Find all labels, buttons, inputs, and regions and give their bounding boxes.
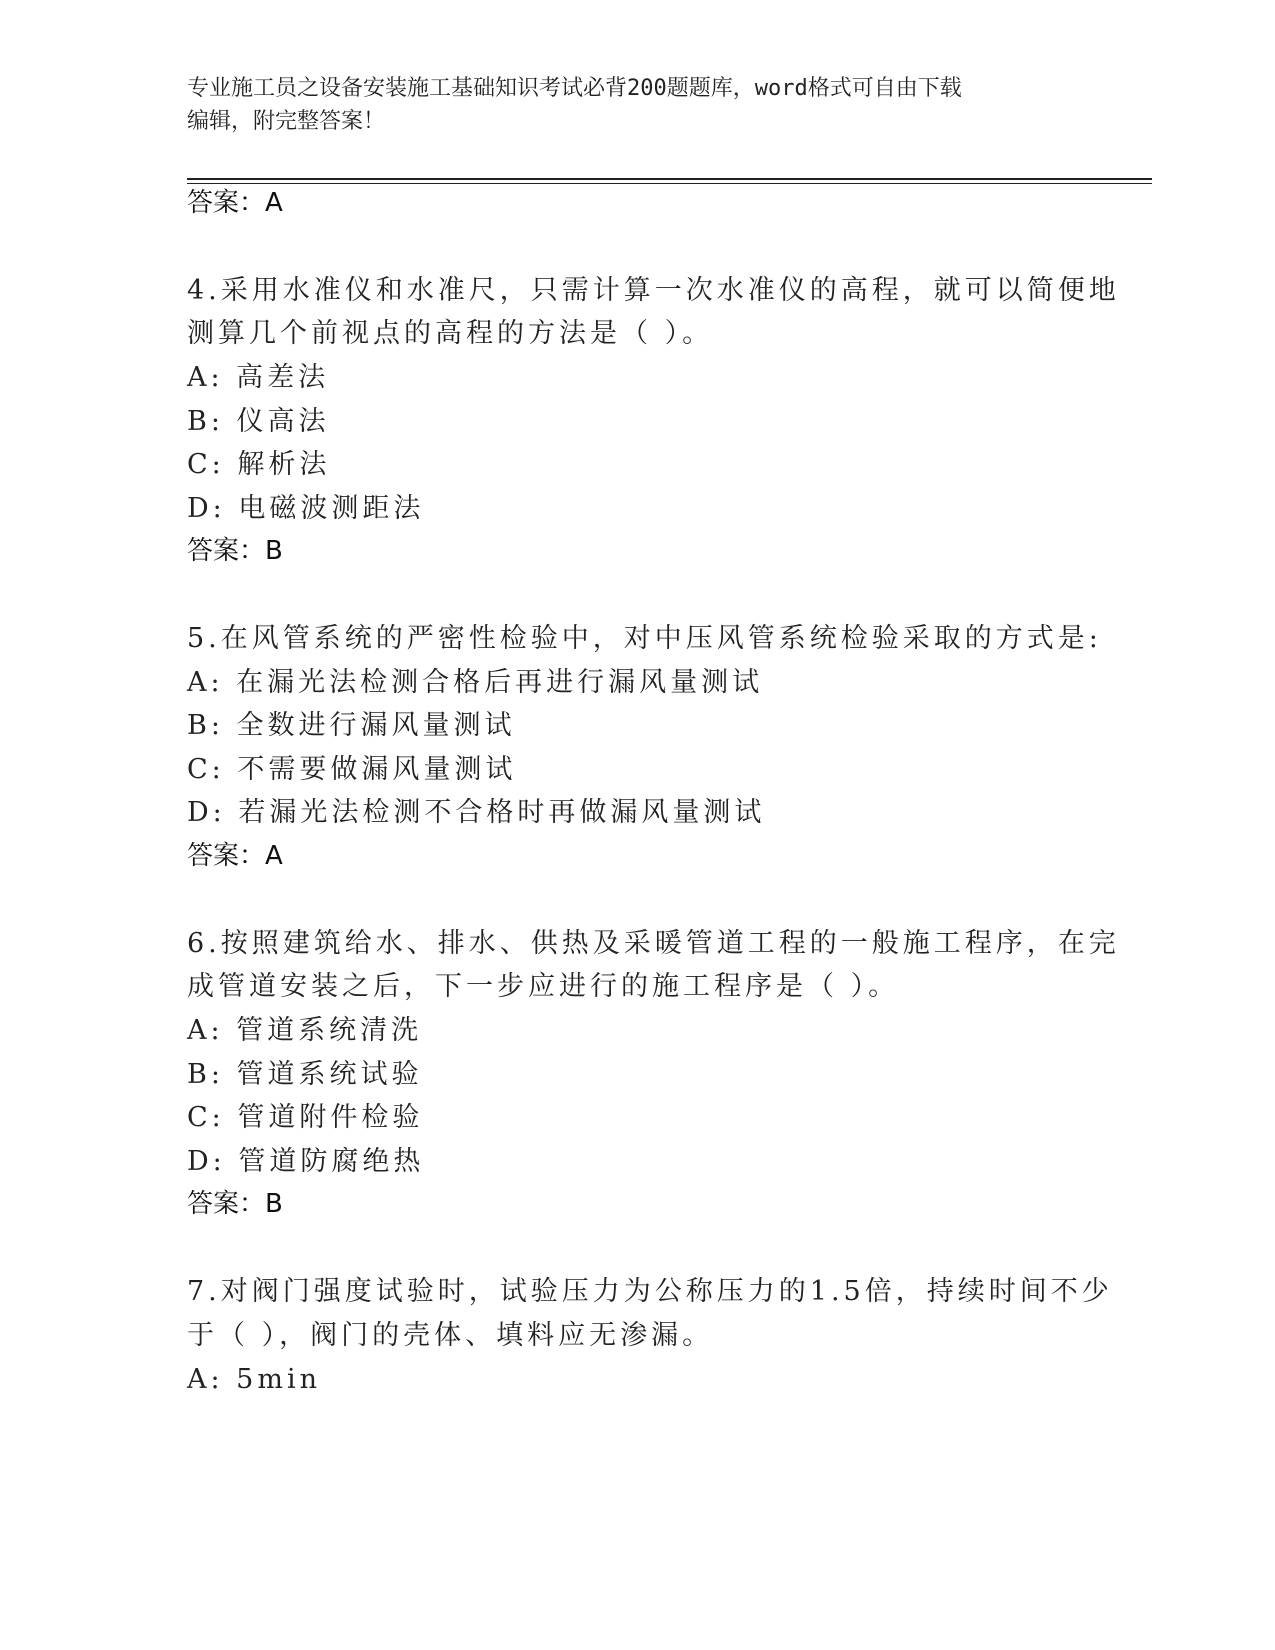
question-6-line-2: 成管道安装之后，下一步应进行的施工程序是（ ）。 (187, 971, 900, 1002)
header-rule-thick (187, 178, 1152, 180)
question-7-line-1: 7.对阀门强度试验时，试验压力为公称压力的1.5倍，持续时间不少 (187, 1276, 1113, 1307)
question-7-line-2: 于（ ），阀门的壳体、填料应无渗漏。 (187, 1320, 714, 1351)
answer-q6: 答案：B (187, 1189, 283, 1219)
question-7-option-a: A: 5min (187, 1364, 321, 1395)
header-line-2: 编辑，附完整答案！ (187, 109, 386, 134)
question-6-line-1: 6.按照建筑给水、排水、供热及采暖管道工程的一般施工程序，在完 (187, 928, 1120, 959)
answer-q3: 答案：A (187, 188, 283, 218)
question-5-option-c: C: 不需要做漏风量测试 (187, 754, 517, 785)
question-5-option-d: D: 若漏光法检测不合格时再做漏风量测试 (187, 797, 766, 828)
question-6-option-a: A: 管道系统清洗 (187, 1015, 423, 1046)
answer-q4: 答案：B (187, 536, 283, 566)
question-4-option-c: C: 解析法 (187, 449, 331, 480)
question-5-line-1: 5.在风管系统的严密性检验中，对中压风管系统检验采取的方式是: (187, 623, 1102, 654)
question-4-line-1: 4.采用水准仪和水准尺，只需计算一次水准仪的高程，就可以简便地 (187, 275, 1120, 306)
question-6-option-c: C: 管道附件检验 (187, 1102, 424, 1133)
question-6-option-d: D: 管道防腐绝热 (187, 1146, 425, 1177)
document-header (187, 72, 1087, 138)
header-rule-thin (187, 183, 1152, 184)
question-4-option-b: B: 仪高法 (187, 406, 330, 437)
header-line-1: 专业施工员之设备安装施工基础知识考试必背200题题库，word格式可自由下载 (187, 76, 962, 101)
question-4-option-a: A: 高差法 (187, 362, 330, 393)
question-5-option-a: A: 在漏光法检测合格后再进行漏风量测试 (187, 667, 764, 698)
question-4-option-d: D: 电磁波测距法 (187, 493, 425, 524)
question-5-option-b: B: 全数进行漏风量测试 (187, 710, 516, 741)
question-4-line-2: 测算几个前视点的高程的方法是（ ）。 (187, 318, 714, 349)
question-6-option-b: B: 管道系统试验 (187, 1059, 423, 1090)
answer-q5: 答案：A (187, 841, 283, 871)
